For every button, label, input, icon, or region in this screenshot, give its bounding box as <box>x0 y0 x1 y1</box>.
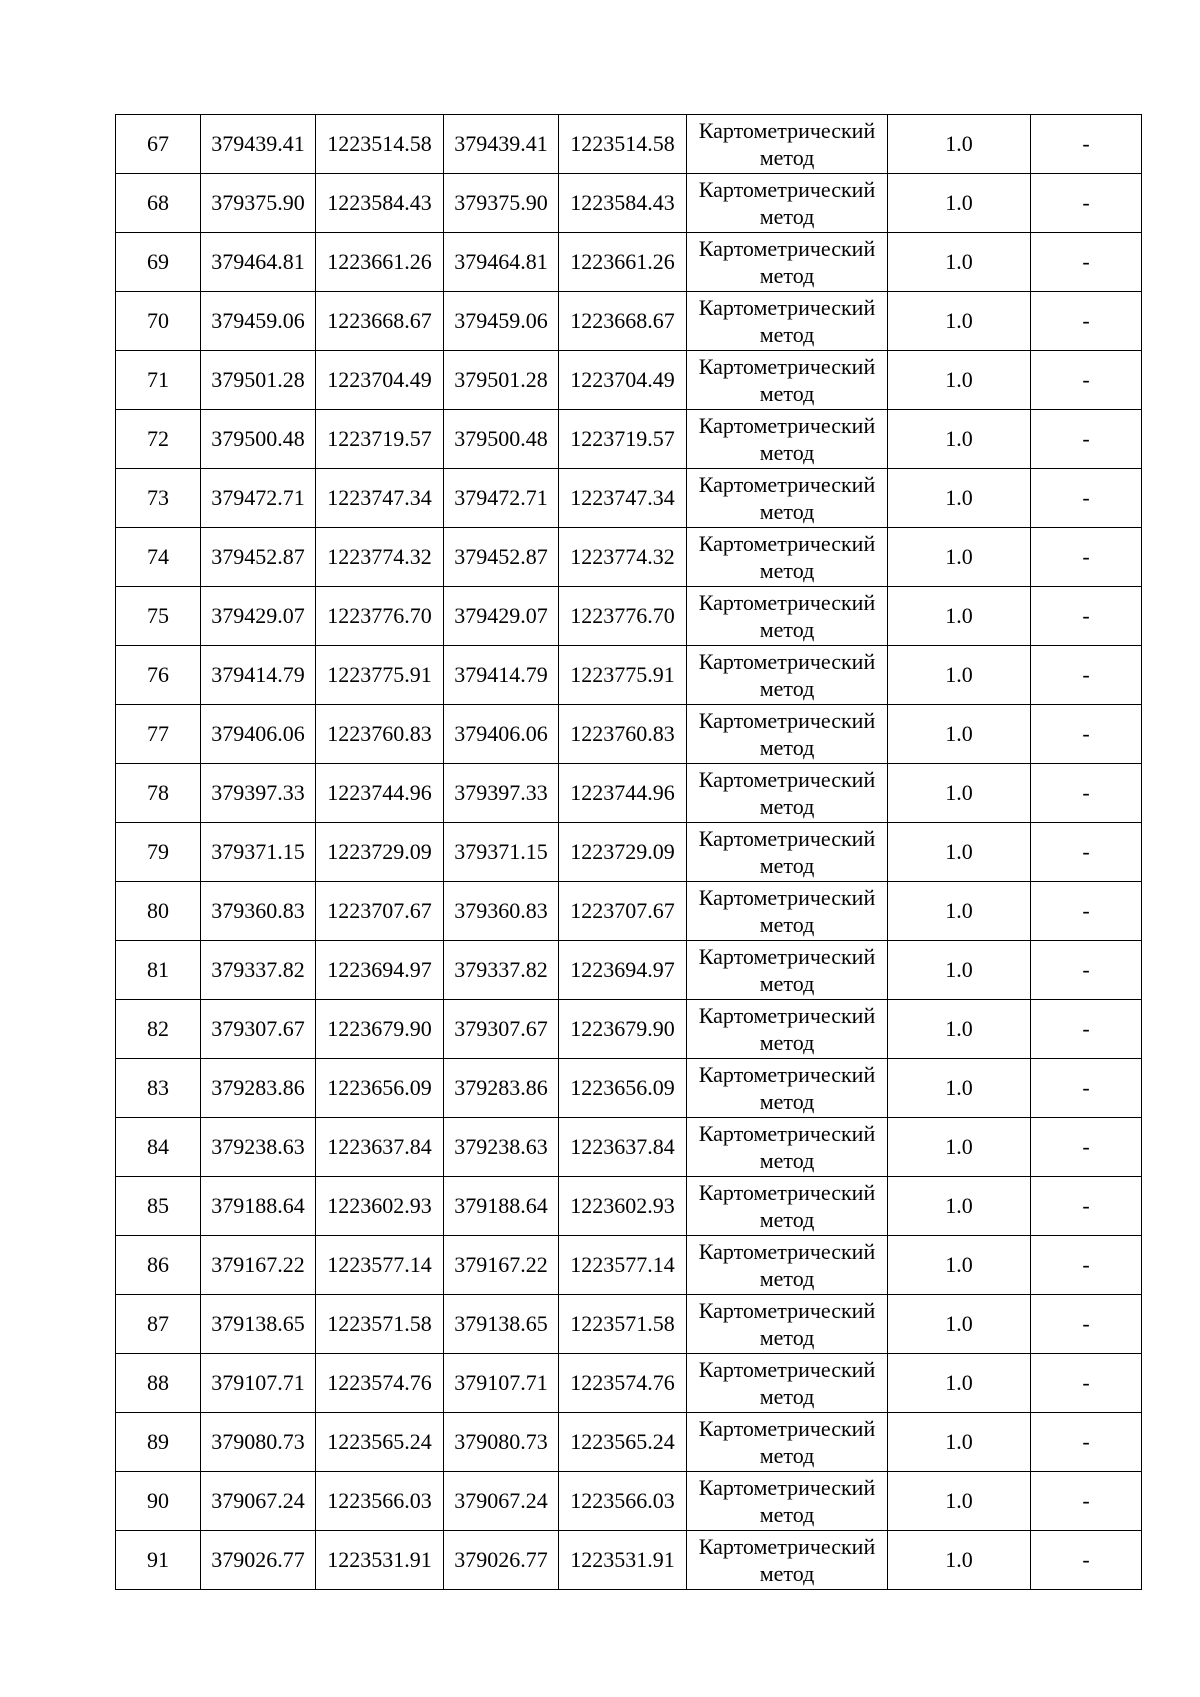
note-cell: - <box>1031 292 1142 351</box>
accuracy-cell: 1.0 <box>888 705 1031 764</box>
x-coordinate-cell: 379026.77 <box>201 1531 316 1590</box>
point-number-cell: 82 <box>116 1000 201 1059</box>
method-line-1: Картометрический <box>698 295 876 320</box>
note-cell: - <box>1031 469 1142 528</box>
y-coordinate-cell: 1223668.67 <box>316 292 444 351</box>
method-cell <box>687 1472 888 1531</box>
x-coordinate-new-cell: 379472.71 <box>444 469 559 528</box>
x-coordinate-new-cell: 379501.28 <box>444 351 559 410</box>
note-cell: - <box>1031 705 1142 764</box>
y-coordinate-new-cell: 1223565.24 <box>559 1413 687 1472</box>
x-coordinate-new-cell: 379026.77 <box>444 1531 559 1590</box>
point-number-cell: 88 <box>116 1354 201 1413</box>
method-line-2: метод <box>759 145 815 170</box>
y-coordinate-new-cell: 1223566.03 <box>559 1472 687 1531</box>
x-coordinate-new-cell: 379397.33 <box>444 764 559 823</box>
note-cell: - <box>1031 1059 1142 1118</box>
x-coordinate-cell: 379472.71 <box>201 469 316 528</box>
y-coordinate-new-cell: 1223719.57 <box>559 410 687 469</box>
point-number-cell: 85 <box>116 1177 201 1236</box>
accuracy-cell: 1.0 <box>888 823 1031 882</box>
method-cell <box>687 1059 888 1118</box>
accuracy-cell: 1.0 <box>888 1177 1031 1236</box>
method-line-2: метод <box>759 263 815 288</box>
accuracy-cell: 1.0 <box>888 941 1031 1000</box>
note-cell: - <box>1031 823 1142 882</box>
method-line-1: Картометрический <box>698 1003 876 1028</box>
y-coordinate-cell: 1223747.34 <box>316 469 444 528</box>
y-coordinate-new-cell: 1223744.96 <box>559 764 687 823</box>
x-coordinate-new-cell: 379107.71 <box>444 1354 559 1413</box>
table-row <box>116 587 1142 646</box>
table-row <box>116 1295 1142 1354</box>
method-line-1: Картометрический <box>698 118 876 143</box>
point-number-cell: 80 <box>116 882 201 941</box>
x-coordinate-cell: 379167.22 <box>201 1236 316 1295</box>
method-line-1: Картометрический <box>698 708 876 733</box>
x-coordinate-cell: 379501.28 <box>201 351 316 410</box>
table-row <box>116 292 1142 351</box>
note-cell: - <box>1031 1295 1142 1354</box>
x-coordinate-new-cell: 379067.24 <box>444 1472 559 1531</box>
x-coordinate-cell: 379500.48 <box>201 410 316 469</box>
method-line-1: Картометрический <box>698 885 876 910</box>
method-line-2: метод <box>759 853 815 878</box>
method-cell <box>687 174 888 233</box>
note-cell: - <box>1031 764 1142 823</box>
y-coordinate-cell: 1223602.93 <box>316 1177 444 1236</box>
y-coordinate-new-cell: 1223514.58 <box>559 115 687 174</box>
point-number-cell: 79 <box>116 823 201 882</box>
method-line-1: Картометрический <box>698 1298 876 1323</box>
method-cell <box>687 233 888 292</box>
y-coordinate-new-cell: 1223531.91 <box>559 1531 687 1590</box>
method-cell <box>687 1531 888 1590</box>
table-row <box>116 469 1142 528</box>
method-cell <box>687 1177 888 1236</box>
table-row <box>116 646 1142 705</box>
y-coordinate-cell: 1223531.91 <box>316 1531 444 1590</box>
y-coordinate-new-cell: 1223704.49 <box>559 351 687 410</box>
y-coordinate-cell: 1223661.26 <box>316 233 444 292</box>
point-number-cell: 81 <box>116 941 201 1000</box>
y-coordinate-cell: 1223584.43 <box>316 174 444 233</box>
y-coordinate-new-cell: 1223602.93 <box>559 1177 687 1236</box>
x-coordinate-cell: 379107.71 <box>201 1354 316 1413</box>
accuracy-cell: 1.0 <box>888 1059 1031 1118</box>
note-cell: - <box>1031 941 1142 1000</box>
y-coordinate-new-cell: 1223668.67 <box>559 292 687 351</box>
y-coordinate-cell: 1223574.76 <box>316 1354 444 1413</box>
x-coordinate-cell: 379067.24 <box>201 1472 316 1531</box>
method-line-1: Картометрический <box>698 649 876 674</box>
method-cell <box>687 1295 888 1354</box>
method-cell <box>687 1118 888 1177</box>
method-line-2: метод <box>759 1443 815 1468</box>
point-number-cell: 89 <box>116 1413 201 1472</box>
table-row <box>116 882 1142 941</box>
method-line-1: Картометрический <box>698 767 876 792</box>
point-number-cell: 71 <box>116 351 201 410</box>
accuracy-cell: 1.0 <box>888 1413 1031 1472</box>
method-line-1: Картометрический <box>698 944 876 969</box>
table-row <box>116 764 1142 823</box>
note-cell: - <box>1031 587 1142 646</box>
method-line-2: метод <box>759 912 815 937</box>
x-coordinate-cell: 379452.87 <box>201 528 316 587</box>
method-line-2: метод <box>759 1561 815 1586</box>
x-coordinate-new-cell: 379283.86 <box>444 1059 559 1118</box>
method-line-2: метод <box>759 1502 815 1527</box>
accuracy-cell: 1.0 <box>888 1295 1031 1354</box>
method-line-2: метод <box>759 1207 815 1232</box>
method-cell <box>687 823 888 882</box>
x-coordinate-new-cell: 379464.81 <box>444 233 559 292</box>
method-cell <box>687 1354 888 1413</box>
accuracy-cell: 1.0 <box>888 174 1031 233</box>
accuracy-cell: 1.0 <box>888 1472 1031 1531</box>
method-line-1: Картометрический <box>698 354 876 379</box>
x-coordinate-cell: 379414.79 <box>201 646 316 705</box>
method-line-1: Картометрический <box>698 1121 876 1146</box>
note-cell: - <box>1031 1236 1142 1295</box>
method-line-2: метод <box>759 1325 815 1350</box>
method-line-2: метод <box>759 381 815 406</box>
x-coordinate-new-cell: 379414.79 <box>444 646 559 705</box>
method-line-2: метод <box>759 794 815 819</box>
method-line-2: метод <box>759 322 815 347</box>
y-coordinate-new-cell: 1223775.91 <box>559 646 687 705</box>
y-coordinate-new-cell: 1223760.83 <box>559 705 687 764</box>
x-coordinate-cell: 379439.41 <box>201 115 316 174</box>
point-number-cell: 72 <box>116 410 201 469</box>
y-coordinate-new-cell: 1223661.26 <box>559 233 687 292</box>
y-coordinate-cell: 1223565.24 <box>316 1413 444 1472</box>
y-coordinate-new-cell: 1223747.34 <box>559 469 687 528</box>
method-line-2: метод <box>759 735 815 760</box>
method-cell <box>687 587 888 646</box>
accuracy-cell: 1.0 <box>888 587 1031 646</box>
y-coordinate-cell: 1223704.49 <box>316 351 444 410</box>
note-cell: - <box>1031 1413 1142 1472</box>
y-coordinate-new-cell: 1223679.90 <box>559 1000 687 1059</box>
method-line-1: Картометрический <box>698 1239 876 1264</box>
point-number-cell: 77 <box>116 705 201 764</box>
x-coordinate-cell: 379238.63 <box>201 1118 316 1177</box>
point-number-cell: 68 <box>116 174 201 233</box>
table-row <box>116 410 1142 469</box>
method-line-1: Картометрический <box>698 1475 876 1500</box>
table-row <box>116 1059 1142 1118</box>
note-cell: - <box>1031 1531 1142 1590</box>
x-coordinate-new-cell: 379452.87 <box>444 528 559 587</box>
method-cell <box>687 1236 888 1295</box>
method-cell <box>687 292 888 351</box>
y-coordinate-cell: 1223707.67 <box>316 882 444 941</box>
accuracy-cell: 1.0 <box>888 351 1031 410</box>
point-number-cell: 84 <box>116 1118 201 1177</box>
method-line-2: метод <box>759 558 815 583</box>
y-coordinate-new-cell: 1223584.43 <box>559 174 687 233</box>
accuracy-cell: 1.0 <box>888 1531 1031 1590</box>
method-line-1: Картометрический <box>698 1357 876 1382</box>
y-coordinate-new-cell: 1223574.76 <box>559 1354 687 1413</box>
table-body <box>116 115 1142 1590</box>
x-coordinate-new-cell: 379307.67 <box>444 1000 559 1059</box>
accuracy-cell: 1.0 <box>888 882 1031 941</box>
method-line-1: Картометрический <box>698 531 876 556</box>
x-coordinate-cell: 379371.15 <box>201 823 316 882</box>
method-line-2: метод <box>759 1089 815 1114</box>
method-cell <box>687 764 888 823</box>
method-cell <box>687 469 888 528</box>
table-row <box>116 528 1142 587</box>
accuracy-cell: 1.0 <box>888 764 1031 823</box>
accuracy-cell: 1.0 <box>888 646 1031 705</box>
table-row <box>116 1177 1142 1236</box>
x-coordinate-cell: 379188.64 <box>201 1177 316 1236</box>
x-coordinate-new-cell: 379337.82 <box>444 941 559 1000</box>
x-coordinate-cell: 379307.67 <box>201 1000 316 1059</box>
x-coordinate-new-cell: 379360.83 <box>444 882 559 941</box>
method-line-2: метод <box>759 1384 815 1409</box>
method-line-2: метод <box>759 971 815 996</box>
y-coordinate-cell: 1223656.09 <box>316 1059 444 1118</box>
method-cell <box>687 646 888 705</box>
point-number-cell: 69 <box>116 233 201 292</box>
table-row <box>116 233 1142 292</box>
table-row <box>116 1354 1142 1413</box>
x-coordinate-new-cell: 379439.41 <box>444 115 559 174</box>
point-number-cell: 75 <box>116 587 201 646</box>
method-cell <box>687 1413 888 1472</box>
method-cell <box>687 115 888 174</box>
point-number-cell: 70 <box>116 292 201 351</box>
table-row <box>116 1413 1142 1472</box>
method-line-1: Картометрический <box>698 236 876 261</box>
note-cell: - <box>1031 174 1142 233</box>
method-cell <box>687 941 888 1000</box>
x-coordinate-new-cell: 379167.22 <box>444 1236 559 1295</box>
point-number-cell: 90 <box>116 1472 201 1531</box>
method-line-2: метод <box>759 440 815 465</box>
method-cell <box>687 1000 888 1059</box>
point-number-cell: 78 <box>116 764 201 823</box>
table-row <box>116 823 1142 882</box>
accuracy-cell: 1.0 <box>888 115 1031 174</box>
method-line-2: метод <box>759 1030 815 1055</box>
y-coordinate-cell: 1223774.32 <box>316 528 444 587</box>
method-line-2: метод <box>759 617 815 642</box>
point-number-cell: 91 <box>116 1531 201 1590</box>
x-coordinate-cell: 379459.06 <box>201 292 316 351</box>
point-number-cell: 67 <box>116 115 201 174</box>
point-number-cell: 73 <box>116 469 201 528</box>
y-coordinate-new-cell: 1223637.84 <box>559 1118 687 1177</box>
note-cell: - <box>1031 115 1142 174</box>
x-coordinate-new-cell: 379406.06 <box>444 705 559 764</box>
note-cell: - <box>1031 882 1142 941</box>
method-cell <box>687 528 888 587</box>
y-coordinate-new-cell: 1223694.97 <box>559 941 687 1000</box>
x-coordinate-new-cell: 379375.90 <box>444 174 559 233</box>
table-row <box>116 115 1142 174</box>
method-line-1: Картометрический <box>698 1180 876 1205</box>
y-coordinate-cell: 1223776.70 <box>316 587 444 646</box>
x-coordinate-new-cell: 379371.15 <box>444 823 559 882</box>
coordinates-table <box>115 114 1142 1590</box>
y-coordinate-cell: 1223775.91 <box>316 646 444 705</box>
note-cell: - <box>1031 1177 1142 1236</box>
x-coordinate-new-cell: 379459.06 <box>444 292 559 351</box>
x-coordinate-cell: 379464.81 <box>201 233 316 292</box>
x-coordinate-cell: 379397.33 <box>201 764 316 823</box>
y-coordinate-cell: 1223637.84 <box>316 1118 444 1177</box>
point-number-cell: 83 <box>116 1059 201 1118</box>
x-coordinate-cell: 379283.86 <box>201 1059 316 1118</box>
method-line-2: метод <box>759 1266 815 1291</box>
note-cell: - <box>1031 1354 1142 1413</box>
x-coordinate-cell: 379429.07 <box>201 587 316 646</box>
method-line-2: метод <box>759 1148 815 1173</box>
method-cell <box>687 705 888 764</box>
method-line-1: Картометрический <box>698 590 876 615</box>
method-cell <box>687 351 888 410</box>
table-row <box>116 705 1142 764</box>
table-row <box>116 1118 1142 1177</box>
y-coordinate-cell: 1223729.09 <box>316 823 444 882</box>
accuracy-cell: 1.0 <box>888 528 1031 587</box>
table-row <box>116 1472 1142 1531</box>
x-coordinate-new-cell: 379138.65 <box>444 1295 559 1354</box>
x-coordinate-new-cell: 379080.73 <box>444 1413 559 1472</box>
table-row <box>116 941 1142 1000</box>
x-coordinate-cell: 379138.65 <box>201 1295 316 1354</box>
y-coordinate-cell: 1223719.57 <box>316 410 444 469</box>
method-line-1: Картометрический <box>698 826 876 851</box>
note-cell: - <box>1031 410 1142 469</box>
accuracy-cell: 1.0 <box>888 292 1031 351</box>
method-line-1: Картометрический <box>698 1416 876 1441</box>
x-coordinate-new-cell: 379500.48 <box>444 410 559 469</box>
y-coordinate-cell: 1223694.97 <box>316 941 444 1000</box>
point-number-cell: 76 <box>116 646 201 705</box>
method-line-1: Картометрический <box>698 177 876 202</box>
y-coordinate-new-cell: 1223729.09 <box>559 823 687 882</box>
note-cell: - <box>1031 233 1142 292</box>
x-coordinate-new-cell: 379238.63 <box>444 1118 559 1177</box>
method-line-2: метод <box>759 204 815 229</box>
accuracy-cell: 1.0 <box>888 233 1031 292</box>
x-coordinate-cell: 379337.82 <box>201 941 316 1000</box>
y-coordinate-new-cell: 1223656.09 <box>559 1059 687 1118</box>
y-coordinate-new-cell: 1223776.70 <box>559 587 687 646</box>
table-row <box>116 1531 1142 1590</box>
accuracy-cell: 1.0 <box>888 1354 1031 1413</box>
table-row <box>116 1236 1142 1295</box>
method-line-2: метод <box>759 676 815 701</box>
table-row <box>116 351 1142 410</box>
x-coordinate-cell: 379406.06 <box>201 705 316 764</box>
method-line-1: Картометрический <box>698 413 876 438</box>
y-coordinate-cell: 1223744.96 <box>316 764 444 823</box>
x-coordinate-new-cell: 379429.07 <box>444 587 559 646</box>
x-coordinate-cell: 379360.83 <box>201 882 316 941</box>
y-coordinate-new-cell: 1223577.14 <box>559 1236 687 1295</box>
table-row <box>116 1000 1142 1059</box>
x-coordinate-cell: 379375.90 <box>201 174 316 233</box>
note-cell: - <box>1031 1472 1142 1531</box>
y-coordinate-cell: 1223760.83 <box>316 705 444 764</box>
table-row <box>116 174 1142 233</box>
point-number-cell: 74 <box>116 528 201 587</box>
y-coordinate-cell: 1223514.58 <box>316 115 444 174</box>
x-coordinate-cell: 379080.73 <box>201 1413 316 1472</box>
accuracy-cell: 1.0 <box>888 1236 1031 1295</box>
accuracy-cell: 1.0 <box>888 1000 1031 1059</box>
x-coordinate-new-cell: 379188.64 <box>444 1177 559 1236</box>
y-coordinate-cell: 1223571.58 <box>316 1295 444 1354</box>
y-coordinate-cell: 1223577.14 <box>316 1236 444 1295</box>
accuracy-cell: 1.0 <box>888 410 1031 469</box>
y-coordinate-cell: 1223566.03 <box>316 1472 444 1531</box>
point-number-cell: 86 <box>116 1236 201 1295</box>
note-cell: - <box>1031 646 1142 705</box>
y-coordinate-cell: 1223679.90 <box>316 1000 444 1059</box>
y-coordinate-new-cell: 1223707.67 <box>559 882 687 941</box>
method-cell <box>687 882 888 941</box>
point-number-cell: 87 <box>116 1295 201 1354</box>
accuracy-cell: 1.0 <box>888 469 1031 528</box>
note-cell: - <box>1031 528 1142 587</box>
accuracy-cell: 1.0 <box>888 1118 1031 1177</box>
method-line-1: Картометрический <box>698 1062 876 1087</box>
method-line-2: метод <box>759 499 815 524</box>
note-cell: - <box>1031 351 1142 410</box>
y-coordinate-new-cell: 1223571.58 <box>559 1295 687 1354</box>
method-cell <box>687 410 888 469</box>
note-cell: - <box>1031 1118 1142 1177</box>
note-cell: - <box>1031 1000 1142 1059</box>
y-coordinate-new-cell: 1223774.32 <box>559 528 687 587</box>
method-line-1: Картометрический <box>698 472 876 497</box>
method-line-1: Картометрический <box>698 1534 876 1559</box>
